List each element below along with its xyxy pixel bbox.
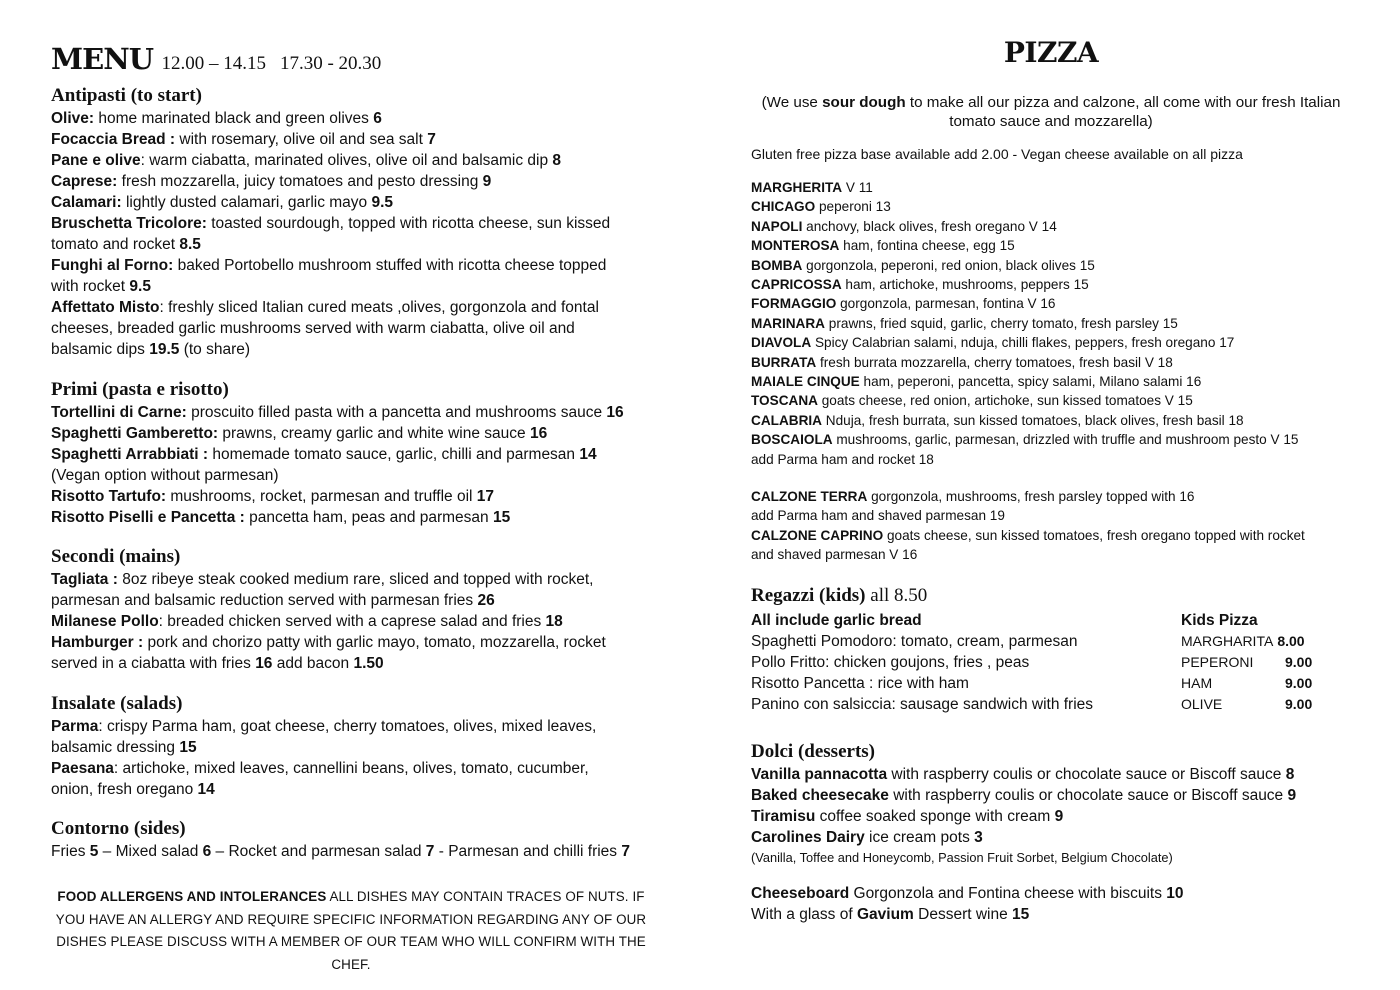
kids-row: Pollo Fritto: chicken goujons, fries , peas PEPERONI 9.00 <box>751 654 1313 671</box>
dessert-item: Baked cheesecake with raspberry coulis or chocolate sauce or Biscoff sauce 9 <box>751 787 1297 804</box>
pizza-item: MONTEROSA ham, fontina cheese, egg 15 <box>751 238 1015 254</box>
menu-item: Spaghetti Gamberetto: prawns, creamy garlic and white wine sauce 16 <box>51 425 548 442</box>
kids-row: Panino con salsiccia: sausage sandwich with fries OLIVE 9.00 <box>751 696 1313 713</box>
pizza-item: TOSCANA goats cheese, red onion, artichoke, sun kissed tomatoes V 15 <box>751 393 1193 409</box>
kids-row: Spaghetti Pomodoro: tomato, cream, parmesan MARGHARITA 8.00 <box>751 633 1305 650</box>
dessert-item: Vanilla pannacotta with raspberry coulis or chocolate sauce or Biscoff sauce 8 <box>751 766 1295 783</box>
calzone-list <box>751 487 1371 565</box>
kids-section <box>751 584 1371 715</box>
dolci-heading: Dolci (desserts) <box>751 741 875 762</box>
pizza-item-addon: add Parma ham and rocket 18 <box>751 451 934 467</box>
pizza-item: DIAVOLA Spicy Calabrian salami, nduja, chilli flakes, peppers, fresh oregano 17 <box>751 335 1235 351</box>
pizza-item: BOSCAIOLA mushrooms, garlic, parmesan, drizzled with truffle and mushroom pesto V 15 <box>751 432 1299 448</box>
dinner-hours: 17.30 - 20.30 <box>279 53 382 74</box>
opening-hours <box>161 53 381 74</box>
dessert-item: Tiramisu coffee soaked sponge with cream 9 <box>751 808 1064 825</box>
kids-left-header: All include garlic bread <box>751 612 922 629</box>
kids-header-row <box>751 610 1371 631</box>
pizza-item: NAPOLI anchovy, black olives, fresh oregano V 14 <box>751 218 1057 234</box>
calzone-item: CALZONE TERRA gorgonzola, mushrooms, fresh parsley topped with 16 <box>751 489 1195 504</box>
cheeseboard-section <box>751 883 1371 925</box>
ice-cream-flavours: (Vanilla, Toffee and Honeycomb, Passion Fruit Sorbet, Belgium Chocolate) <box>751 850 1173 865</box>
antipasti-section <box>51 84 691 360</box>
gluten-free-note: Gluten free pizza base available add 2.00 - Vegan cheese available on all pizza <box>751 146 1243 162</box>
pizza-item: CHICAGO peperoni 13 <box>751 199 891 215</box>
menu-item: Tortellini di Carne: proscuito filled pasta with a pancetta and mushrooms sauce 16 <box>51 404 624 421</box>
menu-item: Olive: home marinated black and green olives 6 <box>51 110 382 127</box>
kids-heading: Regazzi (kids) all 8.50 <box>751 585 928 606</box>
pizza-item: BURRATA fresh burrata mozzarella, cherry tomatoes, fresh basil V 18 <box>751 354 1173 370</box>
pizza-item: BOMBA gorgonzola, peperoni, red onion, black olives 15 <box>751 257 1095 273</box>
pizza-item: FORMAGGIO gorgonzola, parmesan, fontina V 16 <box>751 296 1056 312</box>
contorno-heading: Contorno (sides) <box>51 818 186 839</box>
insalate-section <box>51 692 691 800</box>
kids-right-header: Kids Pizza <box>1181 612 1258 629</box>
menu-item: Pane e olive: warm ciabatta, marinated olives, olive oil and balsamic dip 8 <box>51 152 562 169</box>
secondi-section <box>51 545 691 674</box>
pizza-intro-note: (We use sour dough to make all our pizza and calzone, all come with our fresh Italian tomato sauce and mozzarella) <box>761 94 1341 130</box>
menu-item: Hamburger : pork and chorizo patty with garlic mayo, tomato, mozzarella, rocket served in a ciabatta with fries 16 add bacon 1.50 <box>51 634 606 672</box>
pizza-item: CALABRIA Nduja, fresh burrata, sun kissed tomatoes, black olives, fresh basil 18 <box>751 412 1244 428</box>
menu-item: Funghi al Forno: baked Portobello mushroom stuffed with ricotta cheese topped with rocket 9.5 <box>51 257 607 295</box>
insalate-heading: Insalate (salads) <box>51 693 183 714</box>
antipasti-heading: Antipasti (to start) <box>51 85 202 106</box>
pizza-item: MARGHERITA V 11 <box>751 180 873 195</box>
menu-item: Paesana: artichoke, mixed leaves, cannellini beans, olives, tomato, cucumber, onion, fresh oregano 14 <box>51 760 589 798</box>
menu-item: Affettato Misto: freshly sliced Italian cured meats ,olives, gorgonzola and fontal cheeses, breaded garlic mushrooms served with warm ciabatta, olive oil and balsamic dips 19.5 (to share) <box>51 299 599 358</box>
allergen-notice: FOOD ALLERGENS AND INTOLERANCES ALL DISHES MAY CONTAIN TRACES OF NUTS. IF YOU HAVE AN ALLERGY AND REQUIRE SPECIFIC INFORMATION REGARDING ANY OF OUR DISHES PLEASE DISCUSS WITH A MEMBER OF OUR TEAM WHO WILL CONFIRM WITH THE CHEF. <box>55 889 647 972</box>
menu-item: Bruschetta Tricolore: toasted sourdough, topped with ricotta cheese, sun kissed tomato and rocket 8.5 <box>51 215 611 253</box>
menu-item: Risotto Tartufo: mushrooms, rocket, parmesan and truffle oil 17 <box>51 488 495 505</box>
kids-table <box>751 610 1371 715</box>
menu-item: Caprese: fresh mozzarella, juicy tomatoes and pesto dressing 9 <box>51 173 492 190</box>
pizza-title: PIZZA <box>1003 36 1099 69</box>
pizza-item: MARINARA prawns, fried squid, garlic, cherry tomato, fresh parsley 15 <box>751 315 1178 331</box>
menu-item: Milanese Pollo: breaded chicken served with a caprese salad and fries 18 <box>51 613 563 630</box>
menu-header <box>51 42 381 76</box>
menu-item: Calamari: lightly dusted calamari, garlic mayo 9.5 <box>51 194 394 211</box>
lunch-hours: 12.00 – 14.15 <box>161 53 266 74</box>
calzone-item-addon: add Parma ham and shaved parmesan 19 <box>751 508 1005 524</box>
calzone-item-cont: and shaved parmesan V 16 <box>751 547 918 563</box>
pizza-list <box>751 178 1371 469</box>
menu-item: Risotto Piselli e Pancetta : pancetta ham, peas and parmesan 15 <box>51 509 511 526</box>
sides-line: Fries 5 – Mixed salad 6 – Rocket and parmesan salad 7 - Parmesan and chilli fries 7 <box>51 843 630 860</box>
pizza-item: CAPRICOSSA ham, artichoke, mushrooms, peppers 15 <box>751 277 1089 293</box>
kids-row: Risotto Pancetta : rice with ham HAM 9.00 <box>751 675 1313 692</box>
dessert-item: Carolines Dairy ice cream pots 3 <box>751 829 983 846</box>
calzone-item: CALZONE CAPRINO goats cheese, sun kissed tomatoes, fresh oregano topped with rocket <box>751 527 1305 543</box>
cheeseboard-item: Cheeseboard Gorgonzola and Fontina cheese with biscuits 10 <box>751 885 1184 902</box>
secondi-heading: Secondi (mains) <box>51 546 181 567</box>
primi-heading: Primi (pasta e risotto) <box>51 379 229 400</box>
dolci-section <box>751 740 1371 868</box>
contorno-section <box>51 817 691 862</box>
primi-section <box>51 378 691 528</box>
pizza-item: MAIALE CINQUE ham, peperoni, pancetta, spicy salami, Milano salami 16 <box>751 374 1202 390</box>
dessert-wine-item: With a glass of Gavium Dessert wine 15 <box>751 906 1030 923</box>
menu-item: Tagliata : 8oz ribeye steak cooked medium rare, sliced and topped with rocket, parmesan and balsamic reduction served with parmesan fries 26 <box>51 571 594 609</box>
menu-item: Parma: crispy Parma ham, goat cheese, cherry tomatoes, olives, mixed leaves, balsamic dressing 15 <box>51 718 597 756</box>
menu-item: Focaccia Bread : with rosemary, olive oil and sea salt 7 <box>51 131 436 148</box>
menu-title: MENU <box>51 42 154 76</box>
menu-item: Spaghetti Arrabbiati : homemade tomato sauce, garlic, chilli and parmesan 14 (Vegan option without parmesan) <box>51 446 597 484</box>
